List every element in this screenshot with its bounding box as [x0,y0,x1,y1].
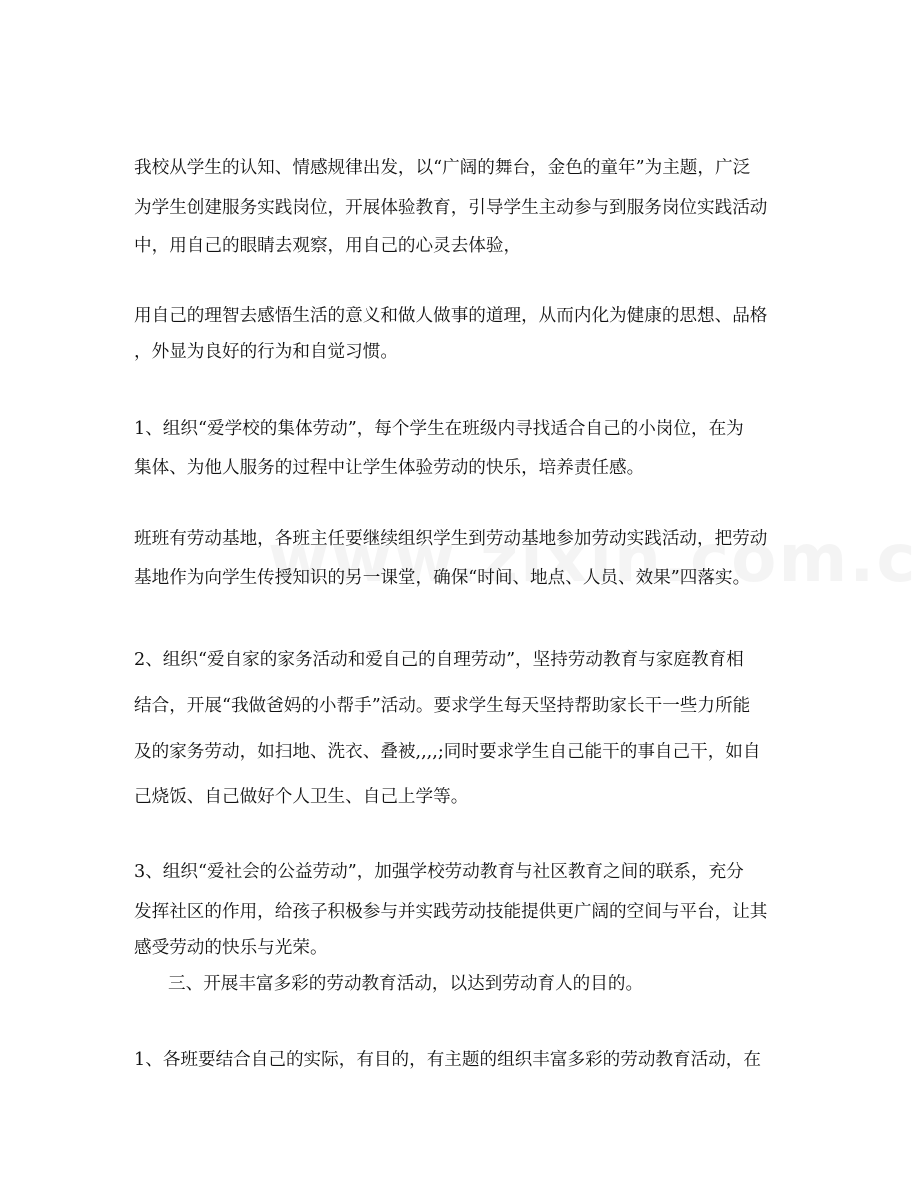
section-heading-3: 三、开展丰富多彩的劳动教育活动，以达到劳动育人的目的。 [168,974,644,994]
paragraph-5-line-4: 己烧饭、自己做好个人卫生、自己上学等。 [134,787,469,807]
paragraph-1-line-2: 为学生创建服务实践岗位，开展体验教育，引导学生主动参与到服务岗位实践活动 [134,198,768,218]
paragraph-3-line-2: 集体、为他人服务的过程中让学生体验劳动的快乐，培养责任感。 [134,458,645,478]
paragraph-1-line-3: 中，用自己的眼睛去观察，用自己的心灵去体验， [134,236,522,256]
paragraph-4-line-1: 班班有劳动基地，各班主任要继续组织学生到劳动基地参加劳动实践活动，把劳动 [134,529,768,549]
paragraph-6-line-1: 3、组织“爱社会的公益劳动”，加强学校劳动教育与社区教育之间的联系，充分 [134,862,744,882]
paragraph-6-line-3: 感受劳动的快乐与光荣。 [134,938,328,958]
paragraph-4-line-2: 基地作为向学生传授知识的另一课堂，确保“时间、地点、人员、效果”四落实。 [134,568,751,588]
paragraph-7-line-1: 1、各班要结合自己的实际，有目的，有主题的组织丰富多彩的劳动教育活动，在 [134,1050,761,1070]
paragraph-1-line-1: 我校从学生的认知、情感规律出发，以“广阔的舞台，金色的童年”为主题，广泛 [134,158,751,178]
paragraph-5-line-2: 结合，开展“我做爸妈的小帮手”活动。要求学生每天坚持帮助家长干一些力所能 [134,696,751,716]
paragraph-2-line-2: ，外显为良好的行为和自觉习惯。 [134,342,398,362]
paragraph-6-line-2: 发挥社区的作用，给孩子积极参与并实践劳动技能提供更广阔的空间与平台，让其 [134,902,768,922]
paragraph-5-line-3: 及的家务劳动，如扫地、洗衣、叠被,,,,;同时要求学生自己能干的事自己干，如自 [134,742,761,762]
paragraph-3-line-1: 1、组织“爱学校的集体劳动”，每个学生在班级内寻找适合自己的小岗位，在为 [134,419,744,439]
paragraph-2-line-1: 用自己的理智去感悟生活的意义和做人做事的道理，从而内化为健康的思想、品格 [134,306,768,326]
paragraph-5-line-1: 2、组织“爱自家的家务活动和爱自己的自理劳动”，坚持劳动教育与家庭教育相 [134,650,744,670]
